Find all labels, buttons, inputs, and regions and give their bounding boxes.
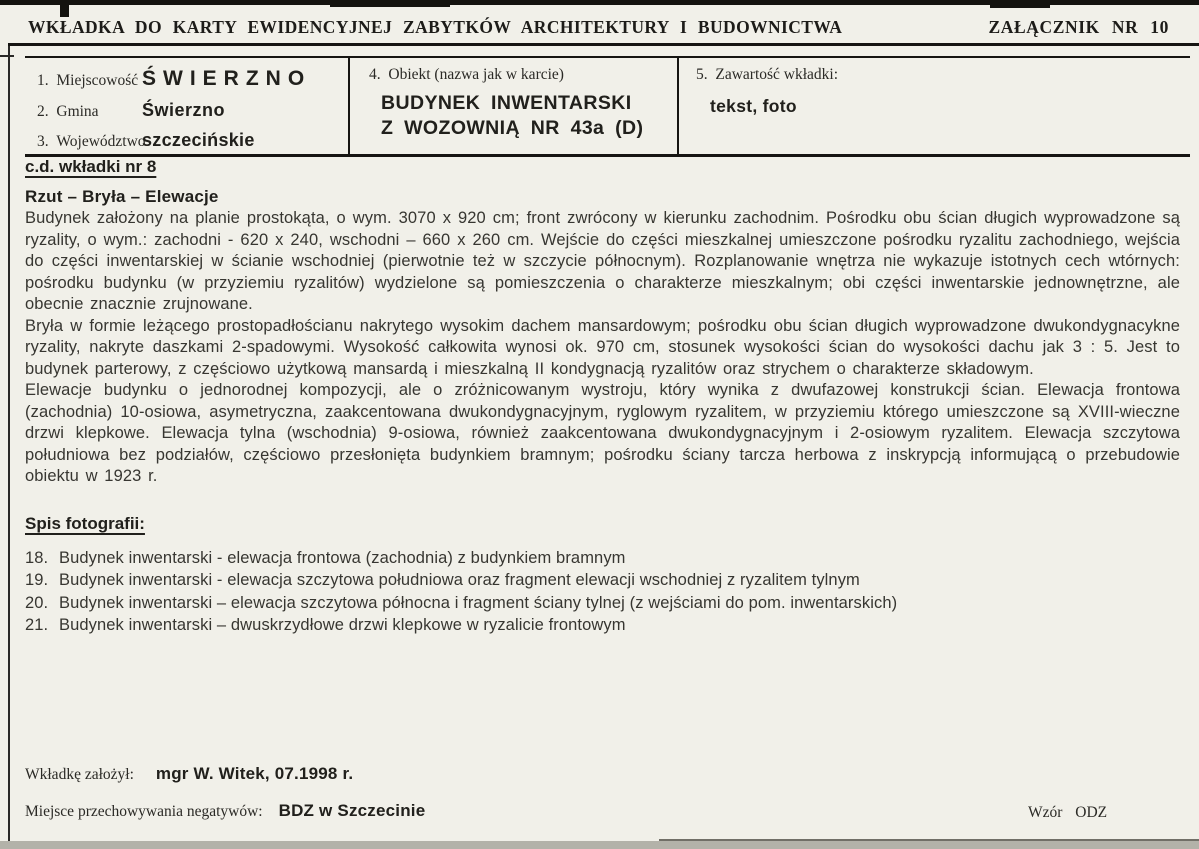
scan-edge-bottom — [0, 841, 1199, 849]
photo-list — [25, 547, 1180, 637]
contents-value: tekst, foto — [710, 96, 797, 116]
footer-founder — [25, 764, 353, 784]
photo-description: Budynek inwentarski – dwuskrzydłowe drzwi klepkowe w ryzalicie frontowym — [59, 616, 626, 635]
object-cell — [348, 58, 677, 154]
contents-label: 5. Zawartość wkładki: — [696, 66, 839, 83]
contents-cell — [677, 58, 1190, 154]
scan-artifact — [330, 0, 450, 7]
photo-number: 21. — [25, 616, 49, 635]
header-divider — [8, 43, 1199, 46]
field-locality-value: ŚWIERZNO — [142, 67, 312, 90]
photo-description: Budynek inwentarski - elewacja szczytowa południowa oraz fragment elewacji wschodniej z ryzalitem tylnym — [59, 571, 860, 590]
location-cell — [25, 58, 348, 154]
photo-description: Budynek inwentarski - elewacja frontowa (zachodnia) z budynkiem bramnym — [59, 548, 626, 567]
object-label: 4. Obiekt (nazwa jak w karcie) — [369, 66, 564, 83]
list-item — [25, 614, 1180, 637]
continuation-note: c.d. wkładki nr 8 — [25, 157, 157, 176]
scan-artifact — [659, 839, 1199, 841]
negatives-label: Miejsce przechowywania negatywów: — [25, 803, 263, 820]
scan-edge-left — [8, 46, 10, 846]
field-commune-label: 2. Gmina — [37, 103, 99, 120]
photo-number: 19. — [25, 571, 49, 590]
annex-number: ZAŁĄCZNIK NR 10 — [988, 17, 1169, 37]
page-header — [28, 17, 1169, 38]
section-title: Rzut – Bryła – Elewacje — [25, 187, 219, 206]
object-name-line1: BUDYNEK INWENTARSKI — [381, 92, 632, 114]
field-voivodeship — [25, 130, 348, 151]
paragraph-plan: Budynek założony na planie prostokąta, o wym. 3070 x 920 cm; front zwrócony w kierunku zachodnim. Pośrodku obu ścian długich wyprowadzone są ryzality, o wym.: zachodni - 620 x 240, wschodni – 660 x 260 cm. Wejście do części mieszkalnej umieszczone pośrodku ryzalitu zachodniego, wejścia do części inwentarskiej w ścianie wschodniej (pierwotnie też w szczycie północnym). Rozplanowanie wnętrza nie wykazuje istotnych cech wtórnych: pośrodku budynku (w przyziemiu ryzalitów) wydzielone są pomieszczenia o charakterze mieszkalnym; obi części inwentarskie jednownętrzne, ale obecnie znacznie zrujnowane. — [25, 209, 1180, 313]
negatives-value: BDZ w Szczecinie — [278, 801, 426, 820]
field-voivodeship-value: szczecińskie — [142, 130, 255, 150]
scan-artifact — [990, 0, 1050, 8]
field-commune — [25, 100, 348, 121]
photo-list-title: Spis fotografii: — [25, 513, 145, 533]
paragraph-massing: Bryła w formie leżącego prostopadłościanu nakrytego wysokim dachem mansardowym; pośrodku obu ścian długich wyprowadzone dwukondygnacykne ryzality, nakryte daszkami 2-spadowymi. Wysokość całkowita wynosi ok. 970 cm, stosunek wysokości ścian do wysokości dachu jak 3 : 5. Jest to budynek parterowy, z częściowo użytkową mansardą i mieszkalną II kondygnacją ryzalitów oraz strychem o charakterze składowym. — [25, 316, 1180, 378]
field-voivodeship-label: 3. Województwo — [37, 133, 146, 150]
form-code: Wzór ODZ — [1028, 804, 1108, 821]
list-item — [25, 547, 1180, 570]
list-item — [25, 592, 1180, 615]
document-title: WKŁADKA DO KARTY EWIDENCYJNEJ ZABYTKÓW ARCHITEKTURY I BUDOWNICTWA — [28, 17, 843, 37]
field-locality-label: 1. Miejscowość — [37, 72, 139, 89]
field-locality — [25, 67, 348, 91]
main-content — [25, 157, 1180, 637]
scan-artifact — [0, 55, 14, 57]
photo-number: 18. — [25, 548, 49, 567]
photo-description: Budynek inwentarski – elewacja szczytowa północna i fragment ściany tylnej (z wejściami do pom. inwentarskich) — [59, 593, 898, 612]
list-item — [25, 569, 1180, 592]
founder-value: mgr W. Witek, 07.1998 r. — [155, 764, 354, 783]
photo-number: 20. — [25, 593, 49, 612]
object-name — [381, 91, 677, 141]
footer-negatives — [25, 801, 425, 821]
object-name-line2: Z WOZOWNIĄ NR 43a (D) — [381, 117, 644, 139]
field-commune-value: Świerzno — [142, 100, 226, 120]
identification-table — [25, 56, 1190, 157]
paragraph-elevations: Elewacje budynku o jednorodnej kompozycji, ale o zróżnicowanym wystroju, który wynika z dwufazowej konstrukcji ścian. Elewacja frontowa (zachodnia) 10-osiowa, asymetryczna, zaakcentowana dwukondygnacyjnym, ryglowym ryzalitem, w przyziemiu którego umieszczone są XVIII-wieczne drzwi klepkowe. Elewacja tylna (wschodnia) 9-osiowa, również zaakcentowana dwukondygnacyjnym i 2-osiowym ryzalitem. Elewacja szczytowa południowa bez podziałów, częściowo przesłonięta budynkiem bramnym; pośrodku ściany tarcza herbowa z inskrypcją informującą o przebudowie obiektu w 1923 r. — [25, 381, 1180, 485]
founder-label: Wkładkę założył: — [25, 766, 134, 783]
scan-artifact — [60, 0, 69, 17]
